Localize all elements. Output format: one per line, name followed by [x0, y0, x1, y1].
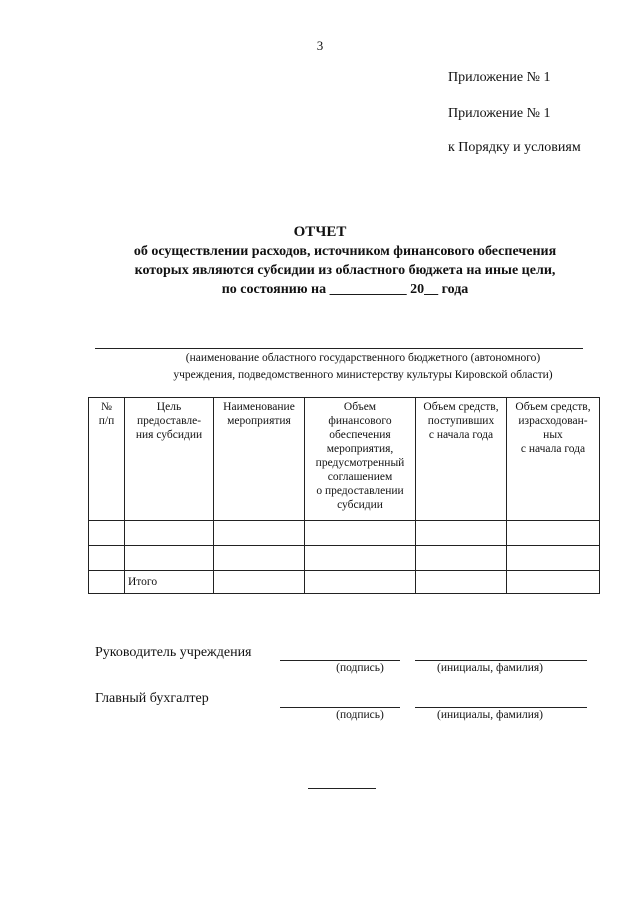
- header-spent-text: Объем средств, израсходован- ных с начала года: [515, 401, 591, 455]
- head-name-hint: (инициалы, фамилия): [436, 662, 544, 674]
- table-cell: [125, 521, 214, 546]
- head-label: Руководитель учреждения: [95, 645, 252, 660]
- head-name-line: [415, 660, 587, 661]
- table-total-row: [89, 571, 600, 594]
- header-event-name-text: Наименование мероприятия: [223, 401, 295, 427]
- closing-line: [308, 788, 376, 789]
- table-cell: [416, 571, 507, 594]
- header-received: [416, 398, 507, 521]
- subtitle-line-1: об осуществлении расходов, источником финансового обеспечения: [133, 244, 557, 259]
- table-cell: [507, 571, 600, 594]
- table-cell: [125, 546, 214, 571]
- table-header-row: [89, 398, 600, 521]
- subtitle-line-2: которых являются субсидии из областного бюджета на иные цели,: [134, 263, 556, 278]
- appendix-line-2: Приложение № 1: [448, 106, 551, 121]
- header-number-text: № п/п: [98, 401, 115, 427]
- institution-caption: [95, 350, 631, 384]
- appendix-line-3: к Порядку и условиям: [448, 140, 581, 155]
- table-cell: [507, 546, 600, 571]
- accountant-signature-line: [280, 707, 400, 708]
- header-purpose: [125, 398, 214, 521]
- institution-name-line: [95, 348, 583, 349]
- table-row: [89, 546, 600, 571]
- report-table: [88, 397, 600, 594]
- header-number: [89, 398, 125, 521]
- table-cell: [214, 521, 305, 546]
- accountant-signature-hint: (подпись): [336, 709, 384, 721]
- institution-caption-line-2: учреждения, подведомственного министерству культуры Кировской области): [173, 369, 553, 381]
- report-title: ОТЧЕТ: [293, 224, 347, 240]
- header-purpose-text: Цель предоставле- ния субсидии: [135, 401, 203, 441]
- table-cell: [416, 546, 507, 571]
- total-label: Итого: [125, 571, 214, 594]
- table-cell: [305, 571, 416, 594]
- page-number: 3: [316, 38, 324, 53]
- head-signature-line: [280, 660, 400, 661]
- header-funding-volume-text: Объем финансового обеспечения мероприятия, предусмотренный соглашением о предоставлении субсидии: [315, 401, 405, 511]
- table-cell: [89, 546, 125, 571]
- report-subtitle: [60, 242, 630, 299]
- table-cell: [214, 546, 305, 571]
- header-funding-volume: [305, 398, 416, 521]
- subtitle-line-3: по состоянию на ___________ 20__ года: [221, 282, 469, 297]
- table-cell: [507, 521, 600, 546]
- table-cell: [305, 521, 416, 546]
- table-cell: [214, 571, 305, 594]
- table-cell: [416, 521, 507, 546]
- table-row: [89, 521, 600, 546]
- header-received-text: Объем средств, поступивших с начала года: [423, 401, 499, 441]
- accountant-name-hint: (инициалы, фамилия): [436, 709, 544, 721]
- accountant-label: Главный бухгалтер: [95, 691, 209, 706]
- header-spent: [507, 398, 600, 521]
- header-event-name: [214, 398, 305, 521]
- table-cell: [89, 571, 125, 594]
- head-signature-hint: (подпись): [336, 662, 384, 674]
- table-cell: [89, 521, 125, 546]
- table-cell: [305, 546, 416, 571]
- accountant-name-line: [415, 707, 587, 708]
- institution-caption-line-1: (наименование областного государственного бюджетного (автономного): [185, 352, 541, 364]
- appendix-line-1: Приложение № 1: [448, 70, 551, 85]
